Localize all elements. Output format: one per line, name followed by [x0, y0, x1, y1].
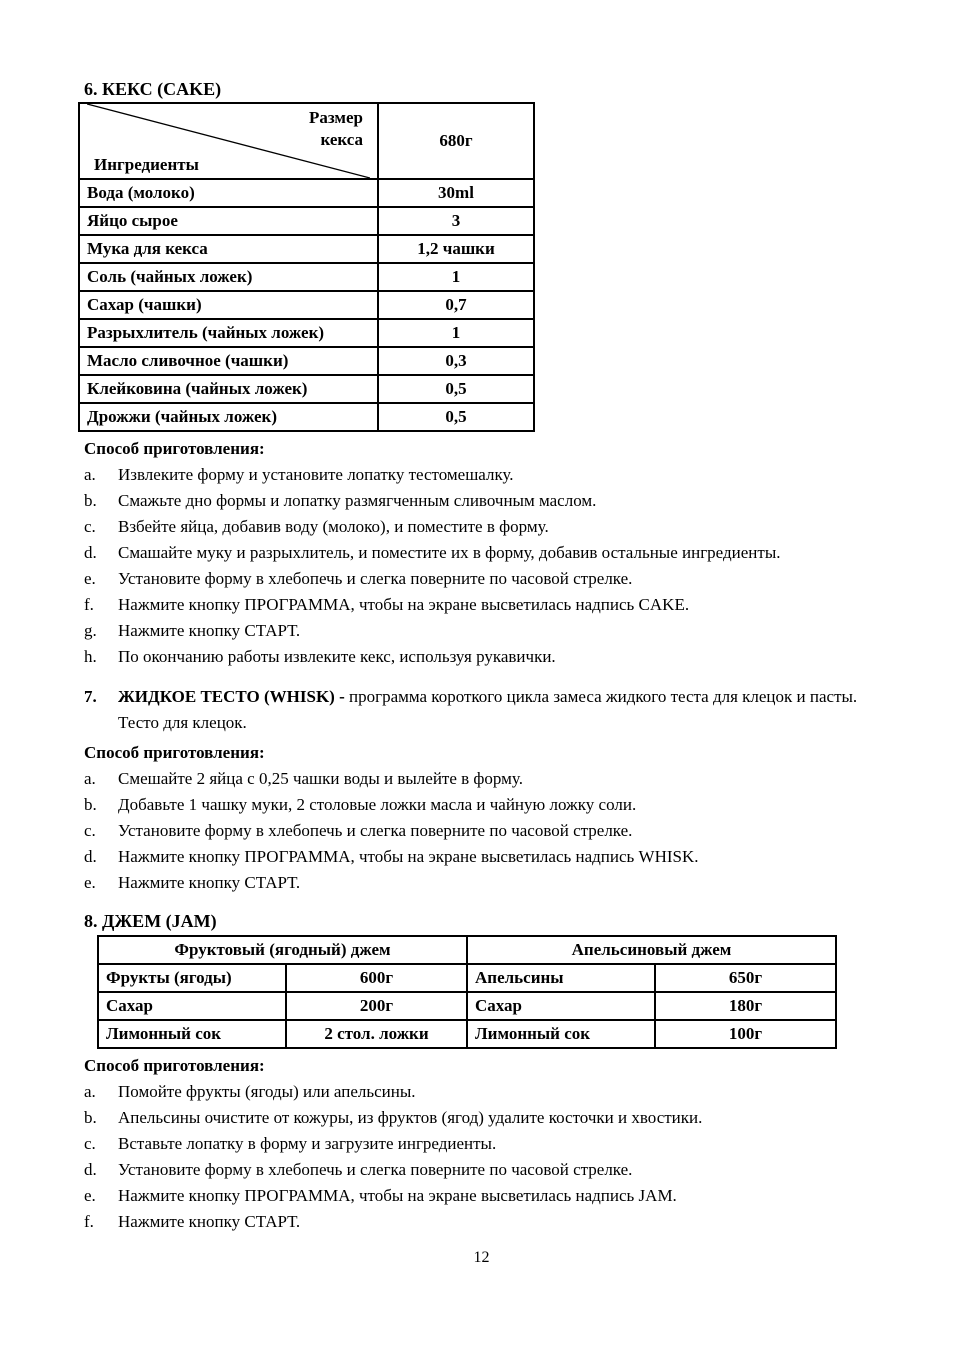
ingredient-label: Апельсины	[467, 964, 655, 992]
corner-header-cell	[79, 103, 378, 179]
ingredient-value: 0,5	[378, 375, 534, 403]
ingredient-label: Лимонный сок	[98, 1020, 286, 1048]
cake-table-header-row	[79, 103, 534, 179]
list-item: a. Помойте фрукты (ягоды) или апельсины.	[84, 1082, 416, 1101]
ingredient-row	[79, 263, 534, 291]
ingredient-value: 1	[378, 319, 534, 347]
ingredient-row	[79, 375, 534, 403]
jam-table-header-row	[98, 936, 836, 964]
ingredient-row	[79, 291, 534, 319]
ingredient-row	[79, 347, 534, 375]
fruit-jam-header: Фруктовый (ягодный) джем	[98, 936, 467, 964]
list-item: e. Нажмите кнопку ПРОГРАММА, чтобы на экране высветилась надпись JAM.	[84, 1186, 677, 1205]
list-item: d. Смашайте муку и разрыхлитель, и поместите их в форму, добавив остальные ингредиенты.	[84, 543, 781, 562]
list-item: a. Извлеките форму и установите лопатку тестомешалку.	[84, 465, 514, 484]
list-item: b. Смажьте дно формы и лопатку размягченным сливочным маслом.	[84, 491, 597, 510]
cake-ingredients-table	[78, 102, 535, 432]
ingredient-value: 200г	[286, 992, 467, 1020]
list-item: e. Установите форму в хлебопечь и слегка поверните по часовой стрелке.	[84, 569, 633, 588]
section8	[84, 910, 879, 1235]
list-item: c. Вставьте лопатку в форму и загрузите ингредиенты.	[84, 1134, 497, 1153]
ingredient-label: Вода (молоко)	[79, 179, 378, 207]
ingredient-value: 0,7	[378, 291, 534, 319]
ingredient-value: 0,5	[378, 403, 534, 431]
ingredient-value: 1	[378, 263, 534, 291]
list-item: c. Взбейте яйца, добавив воду (молоко), и поместите в форму.	[84, 517, 549, 536]
section7-subtitle: Тесто для клецок.	[118, 713, 247, 732]
ingredient-label: Разрыхлитель (чайных ложек)	[79, 319, 378, 347]
section6-method-title: Способ приготовления:	[84, 439, 265, 458]
list-item: d. Нажмите кнопку ПРОГРАММА, чтобы на экране высветилась надпись WHISK.	[84, 847, 699, 866]
section8-steps	[84, 1079, 879, 1235]
ingredients-label: Ингредиенты	[94, 155, 199, 174]
ingredient-label: Сахар	[467, 992, 655, 1020]
ingredient-row	[79, 235, 534, 263]
page-number: 12	[473, 1249, 490, 1266]
ingredient-label: Сахар	[98, 992, 286, 1020]
list-item: f. Нажмите кнопку ПРОГРАММА, чтобы на экране высветилась надпись CAKE.	[84, 595, 690, 614]
section7-steps	[84, 766, 879, 896]
ingredient-value: 180г	[655, 992, 836, 1020]
ingredient-label: Фрукты (ягоды)	[98, 964, 286, 992]
jam-ingredients-table	[97, 935, 837, 1049]
section7-title-bold: ЖИДКОЕ ТЕСТО (WHISK) -	[118, 687, 345, 706]
jam-row	[98, 992, 836, 1020]
ingredient-label: Масло сливочное (чашки)	[79, 347, 378, 375]
section8-title: 8. ДЖЕМ (JAM)	[84, 911, 217, 931]
cake-size-value: 680г	[378, 103, 534, 179]
list-item: f. Нажмите кнопку СТАРТ.	[84, 1212, 301, 1231]
ingredient-value: 3	[378, 207, 534, 235]
list-item: g. Нажмите кнопку СТАРТ.	[84, 621, 301, 640]
ingredient-value: 30ml	[378, 179, 534, 207]
section7-title-rest: программа короткого цикла замеса жидкого теста для клецок и пасты.	[349, 687, 858, 706]
list-item: b. Добавьте 1 чашку муки, 2 столовые ложки масла и чайную ложку соли.	[84, 795, 637, 814]
list-item: e. Нажмите кнопку СТАРТ.	[84, 873, 301, 892]
list-item: b. Апельсины очистите от кожуры, из фруктов (ягод) удалите косточки и хвостики.	[84, 1108, 703, 1127]
ingredient-label: Яйцо сырое	[79, 207, 378, 235]
list-item: c. Установите форму в хлебопечь и слегка поверните по часовой стрелке.	[84, 821, 633, 840]
list-item: h. По окончанию работы извлеките кекс, используя рукавички.	[84, 647, 556, 666]
section6-title: 6. КЕКС (CAKE)	[84, 79, 222, 99]
list-item: a. Смешайте 2 яйца с 0,25 чашки воды и вылейте в форму.	[84, 769, 523, 788]
list-item: d. Установите форму в хлебопечь и слегка поверните по часовой стрелке.	[84, 1160, 633, 1179]
cake-size-label: Размер кекса	[308, 108, 363, 149]
jam-row	[98, 964, 836, 992]
ingredient-value: 600г	[286, 964, 467, 992]
ingredient-value: 1,2 чашки	[378, 235, 534, 263]
ingredient-row	[79, 179, 534, 207]
ingredient-value: 0,3	[378, 347, 534, 375]
ingredient-value: 2 стол. ложки	[286, 1020, 467, 1048]
ingredient-value: 650г	[655, 964, 836, 992]
ingredient-label: Сахар (чашки)	[79, 291, 378, 319]
ingredient-value: 100г	[655, 1020, 836, 1048]
ingredient-label: Клейковина (чайных ложек)	[79, 375, 378, 403]
section6-steps	[84, 462, 879, 670]
orange-jam-header: Апельсиновый джем	[467, 936, 836, 964]
section8-method-title: Способ приготовления:	[84, 1056, 265, 1075]
ingredient-row	[79, 207, 534, 235]
section7-title: 7. ЖИДКОЕ ТЕСТО (WHISK) - программа короткого цикла замеса жидкого теста для клецок и пасты. Тесто для клецок.	[84, 684, 879, 736]
ingredient-row	[79, 319, 534, 347]
section7-method-title: Способ приготовления:	[84, 743, 265, 762]
ingredient-label: Лимонный сок	[467, 1020, 655, 1048]
jam-row	[98, 1020, 836, 1048]
ingredient-label: Мука для кекса	[79, 235, 378, 263]
ingredient-label: Соль (чайных ложек)	[79, 263, 378, 291]
ingredient-label: Дрожжи (чайных ложек)	[79, 403, 378, 431]
section7	[84, 684, 879, 896]
ingredient-row	[79, 403, 534, 431]
